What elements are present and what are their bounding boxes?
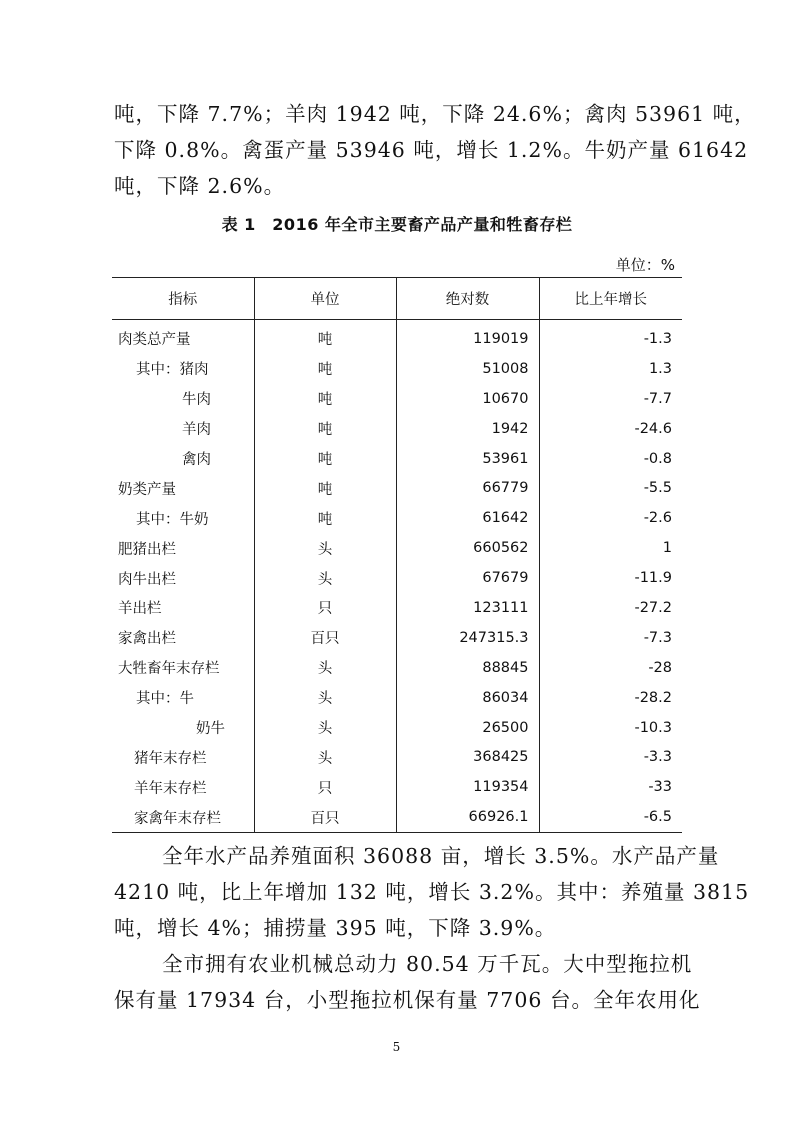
table-row xyxy=(112,533,682,563)
row-unit: 吨 xyxy=(254,503,396,533)
row-absolute: 119354 xyxy=(396,772,539,802)
row-unit: 头 xyxy=(254,742,396,772)
row-unit: 吨 xyxy=(254,473,396,503)
table-row xyxy=(112,653,682,683)
page-number: 5 xyxy=(392,1040,401,1054)
row-label: 猪年末存栏 xyxy=(134,750,207,767)
row-absolute: 123111 xyxy=(396,593,539,623)
table-row xyxy=(112,320,682,354)
row-absolute: 61642 xyxy=(396,503,539,533)
row-label: 羊年末存栏 xyxy=(134,780,207,797)
row-absolute: 10670 xyxy=(396,384,539,414)
table-row xyxy=(112,503,682,533)
row-absolute: 247315.3 xyxy=(396,623,539,653)
row-unit: 头 xyxy=(254,563,396,593)
row-absolute: 26500 xyxy=(396,713,539,743)
row-growth: 1.3 xyxy=(539,354,682,384)
row-growth: -1.3 xyxy=(539,320,682,354)
header-absolute: 绝对数 xyxy=(396,278,539,320)
row-label: 其中：牛 xyxy=(136,691,194,708)
row-unit: 头 xyxy=(254,713,396,743)
table-row xyxy=(112,354,682,384)
table-row xyxy=(112,713,682,743)
row-label: 其中：猪肉 xyxy=(136,362,209,379)
row-label: 家禽年末存栏 xyxy=(112,802,254,832)
table-row xyxy=(112,683,682,713)
row-growth: -28 xyxy=(539,653,682,683)
row-absolute: 53961 xyxy=(396,444,539,474)
row-unit: 吨 xyxy=(254,320,396,354)
row-unit: 吨 xyxy=(254,414,396,444)
table-title: 表 1 2016 年全市主要畜产品产量和牲畜存栏 xyxy=(221,215,573,234)
row-growth: -10.3 xyxy=(539,713,682,743)
row-unit: 只 xyxy=(254,772,396,802)
table-row xyxy=(112,563,682,593)
row-absolute: 51008 xyxy=(396,354,539,384)
table-row xyxy=(112,473,682,503)
row-label: 肥猪出栏 xyxy=(118,541,176,558)
text-line: 保有量 17934 台，小型拖拉机保有量 7706 台。全年农用化 xyxy=(114,988,701,1012)
row-absolute: 67679 xyxy=(396,563,539,593)
text-line: 全市拥有农业机械总动力 80.54 万千瓦。大中型拖拉机 xyxy=(162,952,693,976)
table-header-row xyxy=(112,278,682,320)
row-label: 其中：牛奶 xyxy=(136,511,209,528)
row-growth: -7.7 xyxy=(539,384,682,414)
table-row xyxy=(112,414,682,444)
row-growth: -0.8 xyxy=(539,444,682,474)
row-growth: -28.2 xyxy=(539,683,682,713)
paragraph-machinery xyxy=(114,946,701,1018)
table-unit-note: 单位：% xyxy=(615,256,675,274)
row-absolute: 660562 xyxy=(396,533,539,563)
paragraph-aquatic xyxy=(114,838,750,946)
row-absolute: 86034 xyxy=(396,683,539,713)
row-label: 奶类产量 xyxy=(118,481,176,498)
text-line: 全年水产品养殖面积 36088 亩，增长 3.5%。水产品产量 xyxy=(162,844,720,868)
row-unit: 头 xyxy=(254,683,396,713)
row-label: 羊出栏 xyxy=(118,601,162,618)
row-growth: -5.5 xyxy=(539,473,682,503)
table-row xyxy=(112,593,682,623)
table-row xyxy=(112,802,682,832)
row-label: 奶牛 xyxy=(196,721,225,738)
row-growth: -7.3 xyxy=(539,623,682,653)
row-label: 禽肉 xyxy=(182,452,211,468)
row-absolute: 66779 xyxy=(396,473,539,503)
text-line: 吨，下降 2.6%。 xyxy=(114,174,286,198)
row-growth: -27.2 xyxy=(539,593,682,623)
paragraph-livestock-continued xyxy=(114,96,756,204)
livestock-table xyxy=(112,277,682,833)
row-unit: 百只 xyxy=(254,623,396,653)
row-unit: 头 xyxy=(254,533,396,563)
text-line: 吨，下降 7.7%；羊肉 1942 吨，下降 24.6%；禽肉 53961 吨， xyxy=(114,102,756,126)
row-absolute: 66926.1 xyxy=(396,802,539,832)
header-indicator: 指标 xyxy=(112,278,254,320)
header-growth: 比上年增长 xyxy=(539,278,682,320)
table-row xyxy=(112,384,682,414)
row-growth: -33 xyxy=(539,772,682,802)
row-growth: -2.6 xyxy=(539,503,682,533)
row-growth: -11.9 xyxy=(539,563,682,593)
row-label: 牛肉 xyxy=(182,392,211,409)
text-line: 吨，增长 4%；捕捞量 395 吨，下降 3.9%。 xyxy=(114,916,557,940)
row-label: 家禽出栏 xyxy=(118,631,176,648)
text-line: 4210 吨，比上年增加 132 吨，增长 3.2%。其中：养殖量 3815 xyxy=(114,880,750,904)
row-growth: -24.6 xyxy=(539,414,682,444)
row-absolute: 1942 xyxy=(396,414,539,444)
table-row xyxy=(112,742,682,772)
row-unit: 吨 xyxy=(254,354,396,384)
row-growth: -6.5 xyxy=(539,802,682,832)
row-label: 大牲畜年末存栏 xyxy=(118,661,220,678)
row-unit: 吨 xyxy=(254,444,396,474)
text-line: 下降 0.8%。禽蛋产量 53946 吨，增长 1.2%。牛奶产量 61642 xyxy=(114,138,749,162)
table-row xyxy=(112,623,682,653)
row-unit: 只 xyxy=(254,593,396,623)
table-row xyxy=(112,444,682,474)
header-unit: 单位 xyxy=(254,278,396,320)
table-row xyxy=(112,772,682,802)
row-unit: 头 xyxy=(254,653,396,683)
row-absolute: 119019 xyxy=(396,320,539,354)
row-growth: 1 xyxy=(539,533,682,563)
row-growth: -3.3 xyxy=(539,742,682,772)
row-label: 肉类总产量 xyxy=(118,332,191,349)
row-unit: 吨 xyxy=(254,384,396,414)
row-label: 肉牛出栏 xyxy=(118,571,176,588)
row-unit: 百只 xyxy=(254,802,396,832)
row-absolute: 368425 xyxy=(396,742,539,772)
row-absolute: 88845 xyxy=(396,653,539,683)
row-label: 羊肉 xyxy=(182,422,211,439)
